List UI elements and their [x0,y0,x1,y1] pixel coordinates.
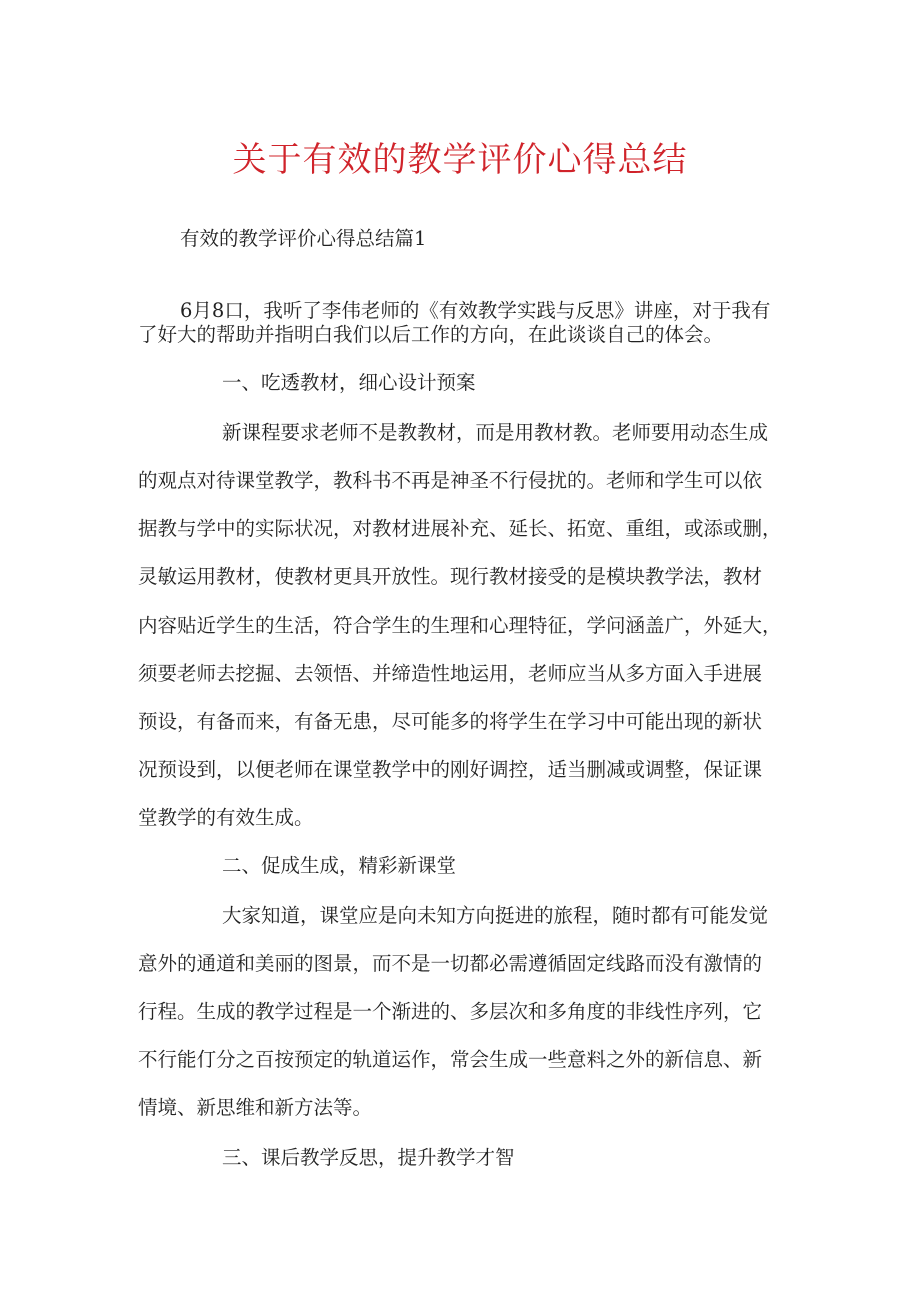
paragraph-line: 况预设到，以便老师在课堂教学中的刚好调控，适当删减或调整，保证课 [138,758,763,781]
section-heading: 三、课后教学反思，提升教学才智 [222,1146,515,1169]
paragraph-line: 情境、新思维和新方法等。 [138,1096,373,1119]
paragraph-line: 堂教学的有效生成。 [138,806,314,829]
paragraph-line: 灵敏运用教材，使教材更具开放性。现行教材接受的是模块教学法，教材 [138,565,763,588]
paragraph-line: 的观点对待课堂教学，教科书不再是神圣不行侵扰的。老师和学生可以依 [138,469,763,492]
paragraph-line: 预设，有备而来，有备无患，尽可能多的将学生在学习中可能出现的新状 [138,710,763,733]
paragraph-line: 大家知道，课堂应是向未知方向挺进的旅程，随时都有可能发觉 [222,904,769,927]
intro-line: 6月8口，我听了李伟老师的《有效教学实践与反思》讲座，对于我有 [180,299,771,322]
paragraph-line: 不行能仃分之百按预定的轨道运作，常会生成一些意料之外的新信息、新 [138,1048,763,1071]
paragraph-line: 须要老师去挖掘、去领悟、并缔造性地运用，老师应当从多方面入手进展 [138,662,763,685]
paragraph-line: 内容贴近学生的生活，符合学生的生理和心理特征，学问涵盖广，外延大， [138,614,782,637]
paragraph-line: 新课程要求老师不是教教材，而是用教材教。老师要用动态生成 [222,421,769,444]
paragraph-line: 据教与学中的实际状况，对教材进展补充、延长、拓宽、重组，或添或删， [138,517,782,540]
paragraph-line: 行程。生成的教学过程是一个渐进的、多层次和多角度的非线性序列，它 [138,1000,763,1023]
subtitle: 有效的教学评价心得总结篇1 [180,227,427,250]
section-heading: 二、促成生成，精彩新课堂 [222,854,457,877]
section-heading: 一、吃透教材，细心设计预案 [222,371,476,394]
intro-line: 了好大的帮助并指明白我们以后工作的方向，在此谈谈自己的体会。 [138,323,724,346]
document-title: 关于有效的教学评价心得总结 [232,140,688,180]
paragraph-line: 意外的通道和美丽的图景，而不是一切都必需遵循固定线路而没有激情的 [138,952,763,975]
